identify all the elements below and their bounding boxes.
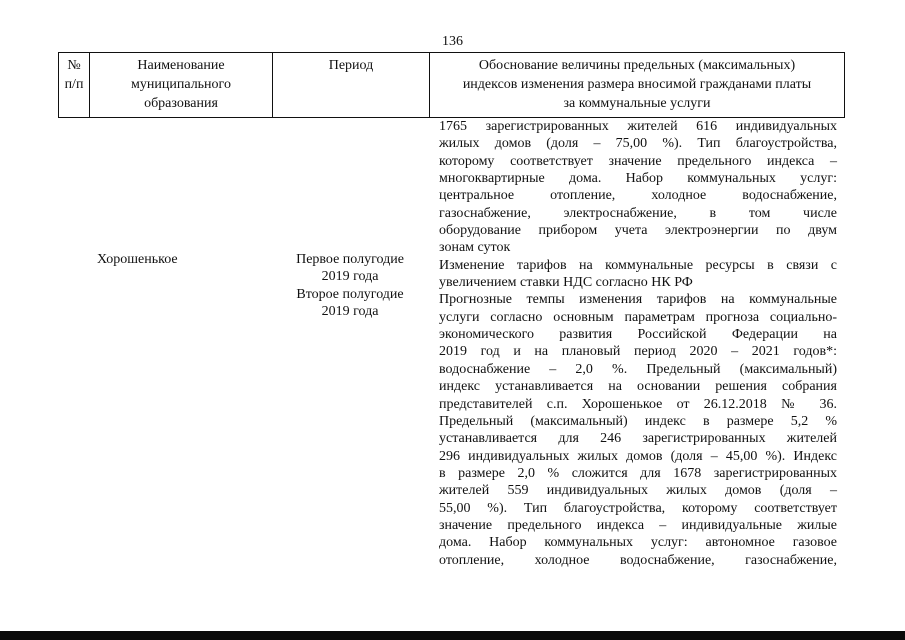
text-line: жилых домов (доля – 75,00 %). Тип благоустройства, bbox=[439, 136, 837, 152]
text-line: представителей с.п. Хорошенькое от 26.12.2018 № 36. bbox=[439, 396, 837, 412]
text-line: устанавливается для 246 зарегистрированных жителей bbox=[439, 431, 837, 447]
text-line: отопление, холодное водоснабжение, газоснабжение, bbox=[439, 552, 837, 568]
text-line: экономического развития Российской Федерации на bbox=[439, 327, 837, 343]
text-line: зонам суток bbox=[439, 240, 511, 256]
justification-column bbox=[439, 118, 837, 569]
continuation-paragraph bbox=[439, 118, 837, 257]
period-second-line: 2019 года bbox=[321, 304, 379, 320]
header-col-justification-line: индексов изменения размера вносимой гражданами платы bbox=[462, 77, 812, 92]
text-line: 2019 год и на плановый период 2020 – 2021 годов*: bbox=[439, 344, 837, 360]
header-col-number bbox=[59, 56, 89, 94]
text-line: многоквартирные дома. Набор коммунальных услуг: bbox=[439, 171, 837, 187]
text-line: индекс устанавливается на основании решения собрания bbox=[439, 379, 837, 395]
table-header-top-border bbox=[58, 52, 845, 53]
text-line: жителей 559 индивидуальных жилых домов (доля – bbox=[439, 483, 837, 499]
justification-first-paragraph bbox=[439, 257, 837, 292]
header-col-period bbox=[273, 56, 429, 75]
header-col-number-line: № bbox=[67, 58, 81, 73]
text-line: услуги согласно основным параметрам прогноза социально- bbox=[439, 309, 837, 325]
header-col-justification-line: Обоснование величины предельных (максимальных) bbox=[478, 58, 796, 73]
scan-bottom-edge bbox=[0, 631, 905, 640]
header-col-justification-line: за коммунальные услуги bbox=[563, 96, 711, 111]
text-line: газоснабжение, электроснабжение, в том числе bbox=[439, 205, 837, 221]
header-col-municipality bbox=[90, 56, 272, 113]
header-col-period-line: Период bbox=[328, 58, 374, 73]
text-line: 1765 зарегистрированных жителей 616 индивидуальных bbox=[439, 119, 837, 134]
text-line: центральное отопление, холодное водоснабжение, bbox=[439, 188, 837, 204]
page-number: 136 bbox=[442, 34, 463, 49]
text-line: Изменение тарифов на коммунальные ресурсы в связи с bbox=[439, 257, 837, 273]
header-col-justification bbox=[430, 56, 844, 113]
header-col-municipality-line: муниципального bbox=[131, 77, 231, 92]
header-col-municipality-line: Наименование bbox=[137, 58, 225, 73]
text-line: водоснабжение – 2,0 %. Предельный (максимальный) bbox=[439, 361, 837, 377]
text-line: Прогнозные темпы изменения тарифов на коммунальные bbox=[439, 292, 837, 308]
period-first-line: 2019 года bbox=[321, 269, 379, 285]
header-col-number-line: п/п bbox=[64, 77, 84, 92]
table-border-right bbox=[844, 52, 845, 118]
period-second-line: Второе полугодие bbox=[296, 287, 404, 302]
header-col-municipality-line: образования bbox=[144, 96, 218, 111]
municipality-name: Хорошенькое bbox=[97, 252, 178, 267]
text-line: 296 индивидуальных жилых домов (доля – 45,00 %). Индекс bbox=[439, 448, 837, 464]
text-line: которому соответствует значение предельного индекса – bbox=[439, 153, 837, 169]
text-line: значение предельного индекса – индивидуальные жилые bbox=[439, 517, 837, 533]
text-line: Предельный (максимальный) индекс в размере 5,2 % bbox=[439, 413, 837, 429]
period-first-line: Первое полугодие bbox=[296, 252, 404, 267]
period-first-half bbox=[285, 251, 415, 286]
text-line: оборудование прибором учета электроэнергии по двум bbox=[439, 223, 837, 239]
text-line: увеличением ставки НДС согласно НК РФ bbox=[439, 275, 693, 291]
text-line: в размере 2,0 % сложится для 1678 зарегистрированных bbox=[439, 465, 837, 481]
text-line: 55,00 %). Тип благоустройства, которому соответствует bbox=[439, 500, 837, 516]
period-second-half bbox=[285, 286, 415, 321]
justification-second-paragraph bbox=[439, 291, 837, 569]
text-line: дома. Набор коммунальных услуг: автономное газовое bbox=[439, 535, 837, 551]
